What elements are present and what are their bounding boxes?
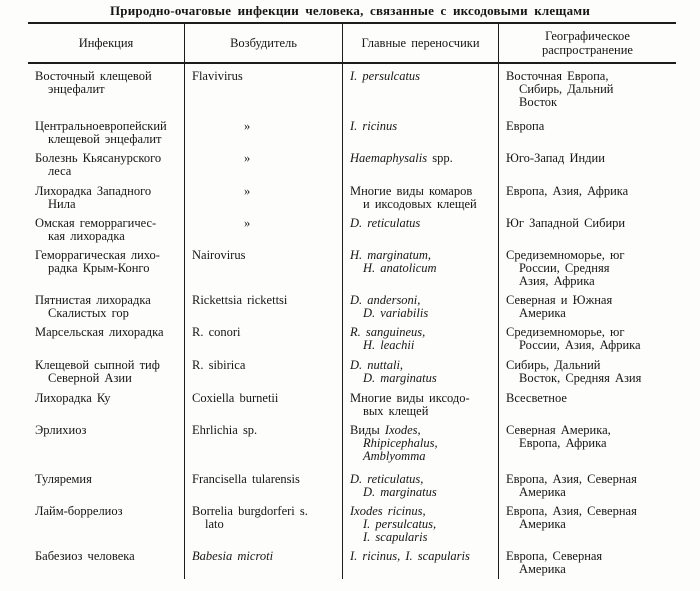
text-line: R. conori	[192, 325, 241, 339]
text-line: Европа, Африка	[519, 436, 607, 450]
cell-pathogen	[185, 211, 343, 243]
text-line: Северной Азии	[48, 371, 132, 385]
text-line: D. reticulatus,	[350, 472, 424, 486]
text-line: H. anatolicum	[363, 261, 437, 275]
cell-geography	[499, 499, 676, 544]
text-line: Восточный клещевой	[35, 69, 152, 83]
ditto-mark: »	[244, 184, 251, 198]
cell-geography	[499, 544, 676, 579]
text-line: I. ricinus	[350, 119, 398, 133]
cell-vectors	[343, 243, 499, 288]
text-line: Восток	[519, 95, 558, 109]
text-line: Haemaphysalis spp.	[350, 151, 453, 165]
cell-pathogen	[185, 467, 343, 499]
text-line: Скалистых гор	[48, 306, 129, 320]
cell-vectors	[343, 320, 499, 353]
cell-pathogen	[185, 114, 343, 146]
cell-infection	[28, 211, 185, 243]
cell-infection	[28, 320, 185, 353]
text-line: Пятнистая лихорадка	[35, 293, 151, 307]
text-line: Эрлихиоз	[35, 423, 87, 437]
table-title: Природно-очаговые инфекции человека, связанные с иксодовыми клещами	[109, 3, 591, 18]
table-row	[28, 114, 676, 146]
header-cell-pathogen: Возбудитель	[185, 24, 343, 62]
cell-infection	[28, 179, 185, 211]
cell-vectors	[343, 386, 499, 418]
text-line: Центральноевропейский	[35, 119, 167, 133]
text-line: Омская геморрагичес-	[35, 216, 157, 230]
text-line: D. nuttali,	[350, 358, 404, 372]
text-line: Геморрагическая лихо-	[35, 248, 160, 262]
table-row	[28, 179, 676, 211]
table-row	[28, 544, 676, 579]
cell-infection	[28, 353, 185, 386]
text-line: Бабезиоз человека	[35, 549, 135, 563]
cell-geography	[499, 353, 676, 386]
cell-pathogen	[185, 418, 343, 467]
table-body	[28, 64, 676, 579]
cell-infection	[28, 467, 185, 499]
text-line: I. ricinus, I. scapularis	[350, 549, 470, 563]
table-row	[28, 499, 676, 544]
text-line: леса	[48, 164, 72, 178]
text-line: Юго-Запад Индии	[506, 151, 605, 165]
text-line: Многие виды иксодо-	[350, 391, 470, 405]
cell-pathogen	[185, 64, 343, 114]
cell-vectors	[343, 114, 499, 146]
text-line: Америка	[519, 306, 566, 320]
text-line: Европа, Северная	[506, 549, 603, 563]
cell-geography	[499, 179, 676, 211]
table-row	[28, 386, 676, 418]
text-line: Rhipicephalus,	[363, 436, 438, 450]
cell-vectors	[343, 467, 499, 499]
text-line: Coxiella burnetii	[192, 391, 279, 405]
cell-vectors	[343, 211, 499, 243]
cell-vectors	[343, 64, 499, 114]
table-row	[28, 288, 676, 320]
text-line: Марсельская лихорадка	[35, 325, 164, 339]
text-line: России, Средняя	[519, 261, 610, 275]
text-line: Нила	[48, 197, 76, 211]
text-line: R. sanguineus,	[350, 325, 426, 339]
text-line: радка Крым-Конго	[48, 261, 150, 275]
cell-pathogen	[185, 544, 343, 579]
text-line: Клещевой сыпной тиф	[35, 358, 160, 372]
text-line: Америка	[519, 485, 566, 499]
text-line: Восточная Европа,	[506, 69, 609, 83]
header-cell-geography: Географическое распространение	[542, 29, 633, 57]
cell-pathogen	[185, 288, 343, 320]
cell-geography	[499, 386, 676, 418]
cell-geography	[499, 288, 676, 320]
text-line: Babesia microti	[192, 549, 274, 563]
cell-pathogen	[185, 386, 343, 418]
text-line: Rickettsia rickettsi	[192, 293, 288, 307]
table-row	[28, 243, 676, 288]
text-line: Лихорадка Ку	[35, 391, 111, 405]
text-line: Средиземноморье, юг	[506, 325, 625, 339]
cell-vectors	[343, 146, 499, 179]
cell-pathogen	[185, 320, 343, 353]
text-line: России, Азия, Африка	[519, 338, 641, 352]
text-line: Виды Ixodes,	[350, 423, 421, 437]
cell-geography	[499, 211, 676, 243]
cell-infection	[28, 146, 185, 179]
text-line: Ehrlichia sp.	[192, 423, 258, 437]
text-line: I. persulcatus	[350, 69, 421, 83]
text-line: R. sibirica	[192, 358, 246, 372]
text-line: Сибирь, Дальний	[506, 358, 601, 372]
table-row	[28, 146, 676, 179]
table-row	[28, 418, 676, 467]
cell-geography	[499, 243, 676, 288]
cell-infection	[28, 499, 185, 544]
text-line: Borrelia burgdorferi s.	[192, 504, 308, 518]
cell-pathogen	[185, 243, 343, 288]
text-line: и иксодовых клещей	[363, 197, 477, 211]
text-line: Francisella tularensis	[192, 472, 300, 486]
text-line: Америка	[519, 517, 566, 531]
text-line: Юг Западной Сибири	[506, 216, 626, 230]
header-cell-vectors: Главные переносчики	[343, 24, 499, 62]
table-row	[28, 64, 676, 114]
ditto-mark: »	[244, 216, 251, 230]
text-line: Европа	[506, 119, 545, 133]
cell-infection	[28, 114, 185, 146]
cell-geography	[499, 320, 676, 353]
text-line: вых клещей	[363, 404, 429, 418]
table-row	[28, 353, 676, 386]
text-line: кая лихорадка	[48, 229, 125, 243]
text-line: Туляремия	[35, 472, 92, 486]
text-line: Северная Америка,	[506, 423, 611, 437]
text-line: D. reticulatus	[350, 216, 421, 230]
text-line: клещевой энцефалит	[48, 132, 162, 146]
cell-geography	[499, 418, 676, 467]
header-cell-infection: Инфекция	[28, 24, 185, 62]
cell-pathogen	[185, 179, 343, 211]
cell-vectors	[343, 353, 499, 386]
text-line: I. scapularis	[363, 530, 428, 544]
text-line: Лихорадка Западного	[35, 184, 152, 198]
cell-pathogen	[185, 353, 343, 386]
text-line: Америка	[519, 562, 566, 576]
text-line: Nairovirus	[192, 248, 246, 262]
text-line: D. marginatus	[363, 371, 437, 385]
cell-pathogen	[185, 499, 343, 544]
text-line: Ixodes ricinus,	[350, 504, 426, 518]
cell-vectors	[343, 418, 499, 467]
text-line: Средиземноморье, юг	[506, 248, 625, 262]
table-row	[28, 467, 676, 499]
text-line: энцефалит	[48, 82, 105, 96]
cell-vectors	[343, 179, 499, 211]
cell-pathogen	[185, 146, 343, 179]
text-line: D. variabilis	[363, 306, 429, 320]
text-line: Восток, Средняя Азия	[519, 371, 642, 385]
cell-vectors	[343, 499, 499, 544]
cell-infection	[28, 288, 185, 320]
table-row	[28, 211, 676, 243]
text-line: H. leachii	[363, 338, 415, 352]
text-line: Всесветное	[506, 391, 567, 405]
text-line: Северная и Южная	[506, 293, 613, 307]
table-header-row	[28, 22, 676, 64]
text-line: Европа, Азия, Северная	[506, 504, 637, 518]
ditto-mark: »	[244, 119, 251, 133]
cell-geography	[499, 114, 676, 146]
ditto-mark: »	[244, 151, 251, 165]
text-line: H. marginatum,	[350, 248, 432, 262]
text-line: Сибирь, Дальний	[519, 82, 614, 96]
text-line: D. andersoni,	[350, 293, 421, 307]
cell-infection	[28, 64, 185, 114]
cell-infection	[28, 243, 185, 288]
text-line: Flavivirus	[192, 69, 243, 83]
text-line: Многие виды комаров	[350, 184, 473, 198]
infections-table	[28, 22, 676, 579]
cell-infection	[28, 418, 185, 467]
cell-infection	[28, 544, 185, 579]
text-line: Болезнь Кьясанурского	[35, 151, 162, 165]
text-line: I. persulcatus,	[363, 517, 437, 531]
text-line: Amblyomma	[363, 449, 426, 463]
cell-infection	[28, 386, 185, 418]
table-row	[28, 320, 676, 353]
text-line: Европа, Азия, Африка	[506, 184, 629, 198]
cell-vectors	[343, 544, 499, 579]
cell-geography	[499, 146, 676, 179]
text-line: D. marginatus	[363, 485, 437, 499]
text-line: Азия, Африка	[519, 274, 595, 288]
cell-geography	[499, 467, 676, 499]
text-line: Европа, Азия, Северная	[506, 472, 637, 486]
cell-vectors	[343, 288, 499, 320]
cell-geography	[499, 64, 676, 114]
text-line: Лайм-боррелиоз	[35, 504, 123, 518]
text-line: lato	[205, 517, 224, 531]
